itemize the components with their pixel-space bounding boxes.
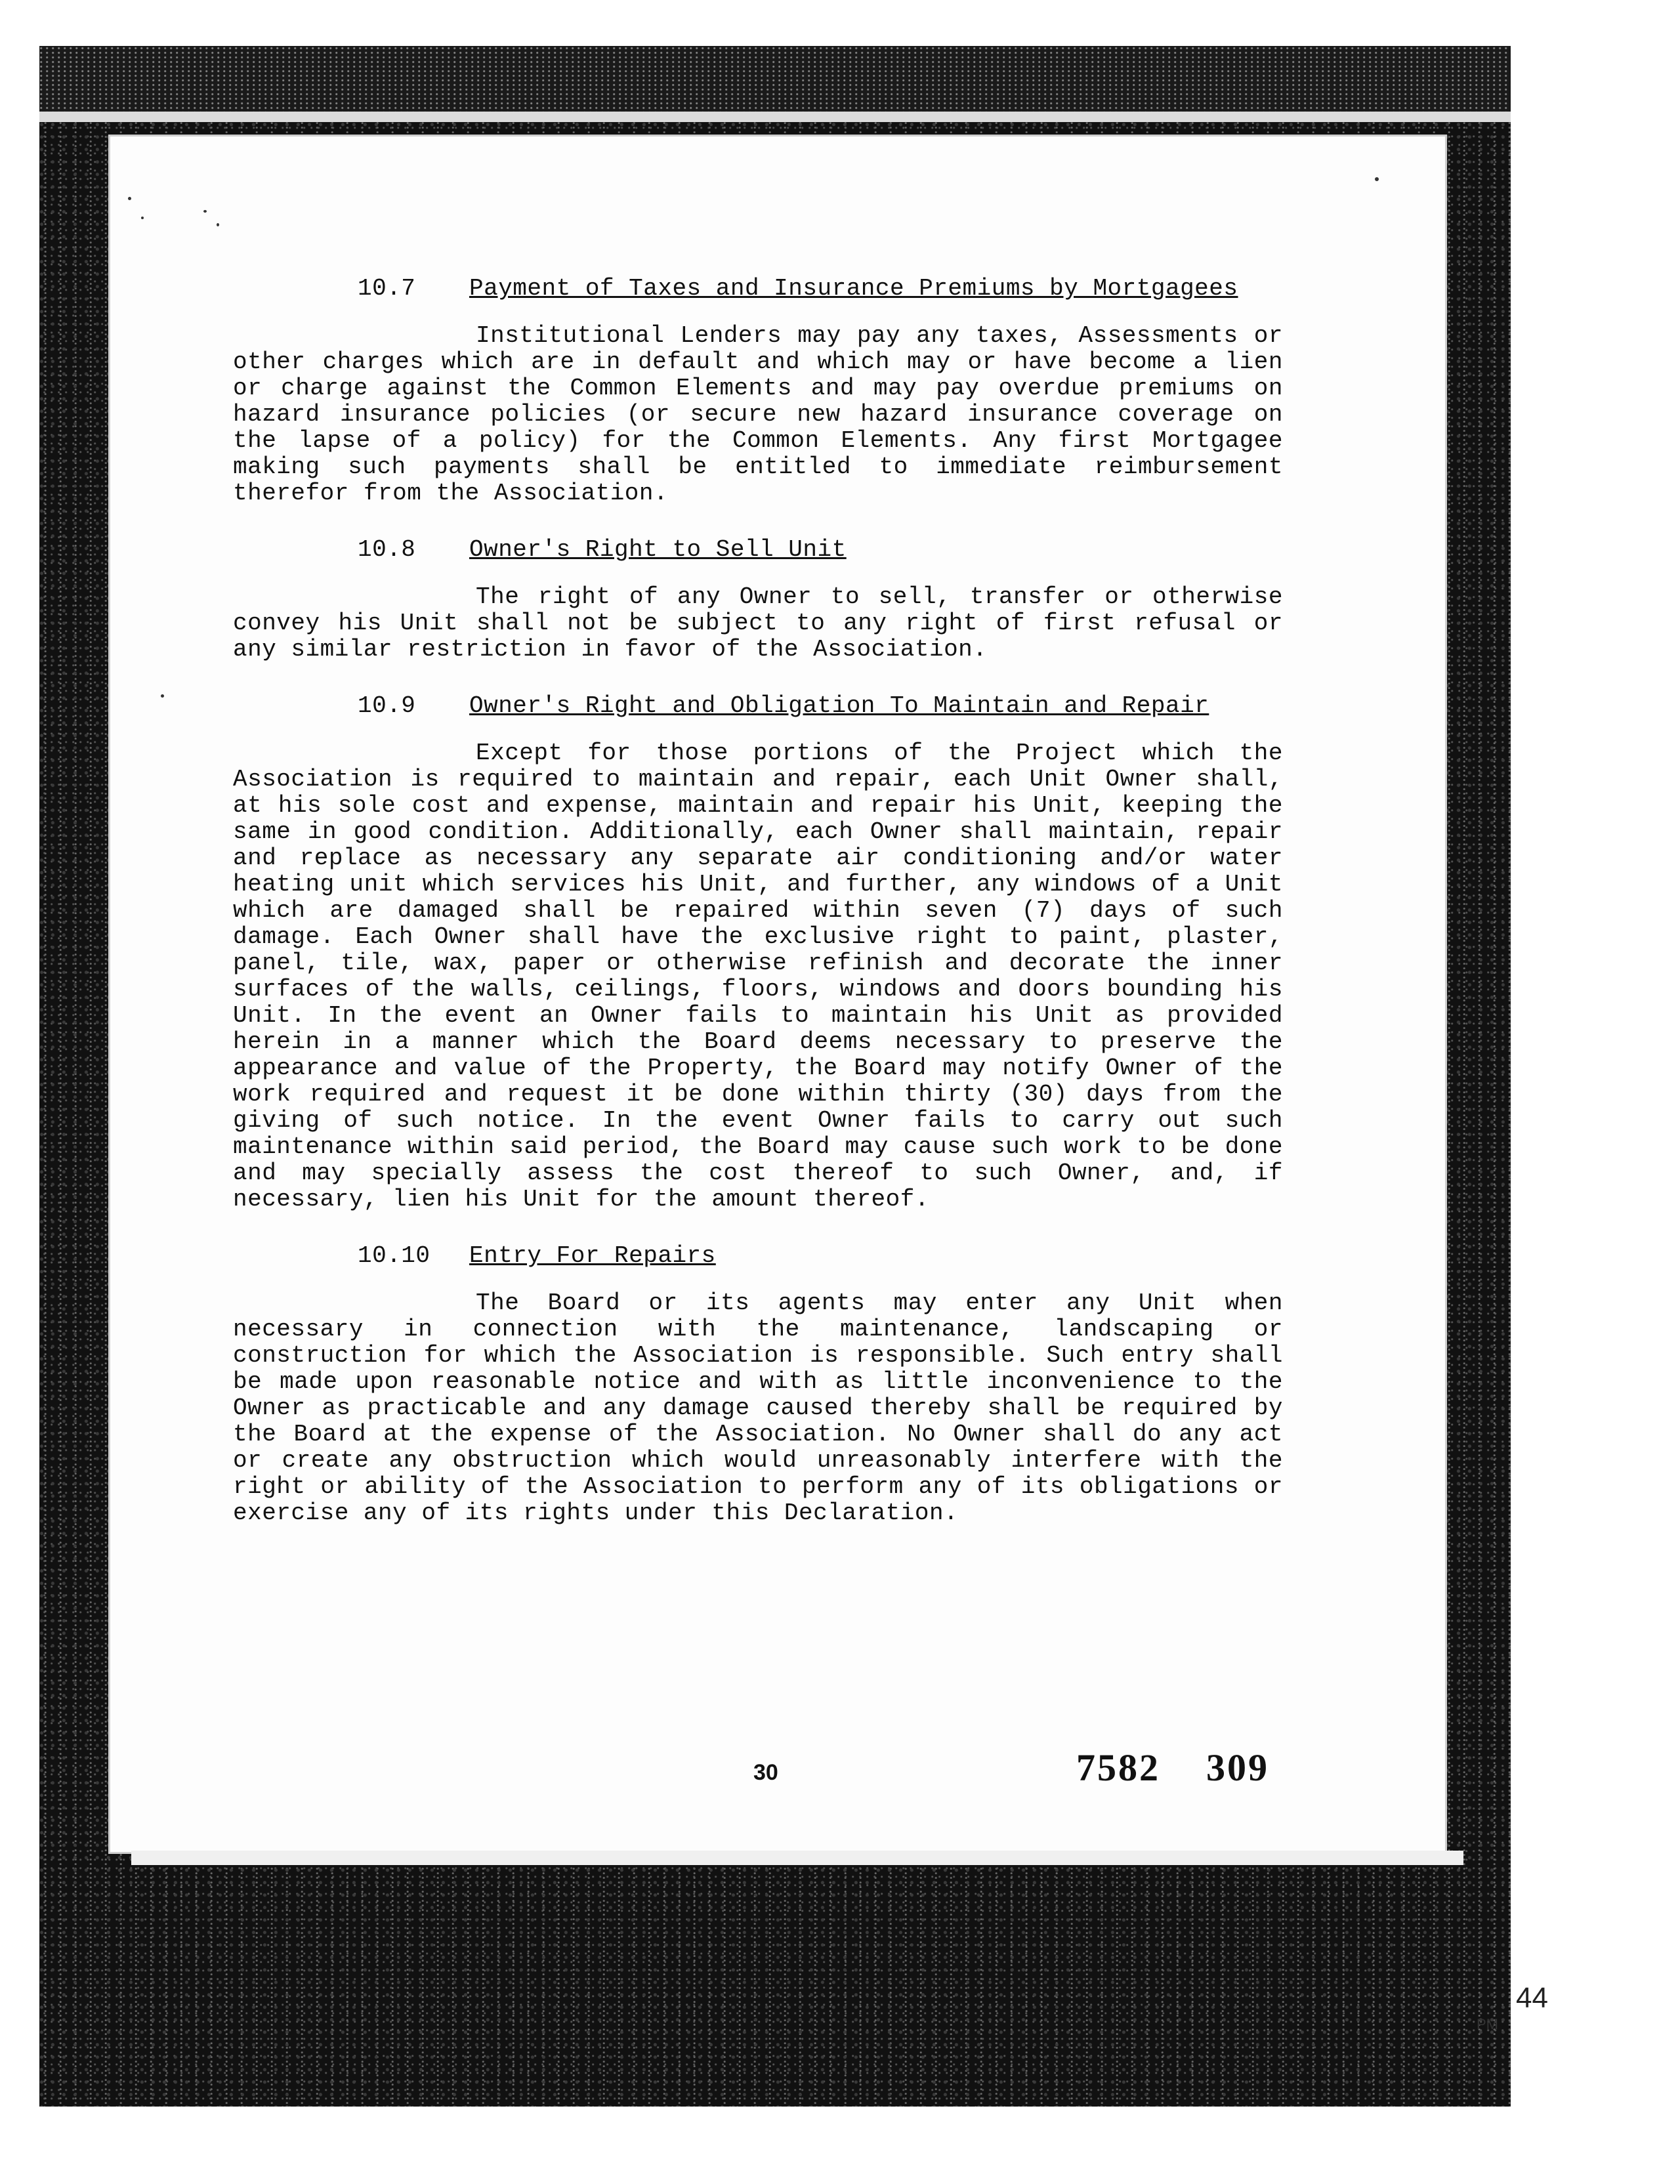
scan-speck: [141, 217, 144, 219]
section-number: 10.10: [358, 1242, 430, 1269]
page-bottom-edge: [131, 1851, 1463, 1865]
document-body: [233, 276, 1283, 1557]
scan-speck: [161, 694, 164, 698]
viewer-page-indicator: [1358, 1982, 1548, 2015]
section-10-8: [233, 537, 1283, 663]
book-page-stamp: [1076, 1746, 1269, 1790]
section-number: 10.8: [358, 536, 416, 563]
section-number: 10.7: [358, 275, 416, 302]
viewer-timestamp: PM: [1477, 2016, 1498, 2032]
section-number: 10.9: [358, 692, 416, 719]
page-number: 30: [753, 1760, 778, 1785]
scan-top-strip: [39, 46, 1511, 112]
section-body: The Board or its agents may enter any Unit when necessary in connection with the maintenance, landscaping or construction for which the Association is responsible. Such entry shall be made upon reasonable notice and with as little inconvenience to the Owner as practicable and any damage caused thereby shall be required by the Board at the expense of the Association. No Owner shall do any act or create any obstruction which would unreasonably interfere with the right or ability of the Association to perform any of its obligations or exercise any of its rights under this Declaration.: [233, 1290, 1283, 1526]
book-page-number: 309: [1206, 1746, 1269, 1789]
section-heading: [233, 1243, 1283, 1269]
section-title: Entry For Repairs: [469, 1242, 716, 1269]
viewer-page-count: 44: [1516, 1982, 1548, 2014]
scan-speck: [203, 210, 207, 213]
book-number: 7582: [1076, 1746, 1160, 1789]
scan-speck: [217, 223, 219, 226]
scan-top-gap: [39, 112, 1511, 122]
scan-speck: [128, 197, 131, 200]
section-body: Institutional Lenders may pay any taxes, Assessments or other charges which are in default and which may or have become a lien or charge against the Common Elements and may pay overdue premiums on hazard insurance policies (or secure new hazard insurance coverage on the lapse of a policy) for the Common Elements. Any first Mortgagee making such payments shall be entitled to immediate reimbursement therefor from the Association.: [233, 322, 1283, 507]
section-heading: [233, 693, 1283, 719]
section-10-7: [233, 276, 1283, 507]
section-body: Except for those portions of the Project which the Association is required to maintain and repair, each Unit Owner shall, at his sole cost and expense, maintain and repair his Unit, keeping the same in good condition. Additionally, each Owner shall maintain, repair and replace as necessary any separate air conditioning and/or water heating unit which services his Unit, and further, any windows of a Unit which are damaged shall be repaired within seven (7) days of such damage. Each Owner shall have the exclusive right to paint, plaster, panel, tile, wax, paper or otherwise refinish and decorate the inner surfaces of the walls, ceilings, floors, windows and doors bounding his Unit. In the event an Owner fails to maintain his Unit as provided herein in a manner which the Board deems necessary to preserve the appearance and value of the Property, the Board may notify Owner of the work required and request it be done within thirty (30) days from the giving of such notice. In the event Owner fails to carry out such maintenance within said period, the Board may cause such work to be done and may specially assess the cost thereof to such Owner, and, if necessary, lien his Unit for the amount thereof.: [233, 740, 1283, 1213]
section-title: Payment of Taxes and Insurance Premiums by Mortgagees: [469, 275, 1238, 302]
section-10-9: [233, 693, 1283, 1213]
section-title: Owner's Right and Obligation To Maintain and Repair: [469, 692, 1209, 719]
section-body: The right of any Owner to sell, transfer or otherwise convey his Unit shall not be subject to any right of first refusal or any similar restriction in favor of the Association.: [233, 583, 1283, 663]
section-heading: [233, 276, 1283, 302]
section-heading: [233, 537, 1283, 563]
section-title: Owner's Right to Sell Unit: [469, 536, 847, 563]
scan-speck: [1375, 177, 1379, 181]
section-10-10: [233, 1243, 1283, 1526]
